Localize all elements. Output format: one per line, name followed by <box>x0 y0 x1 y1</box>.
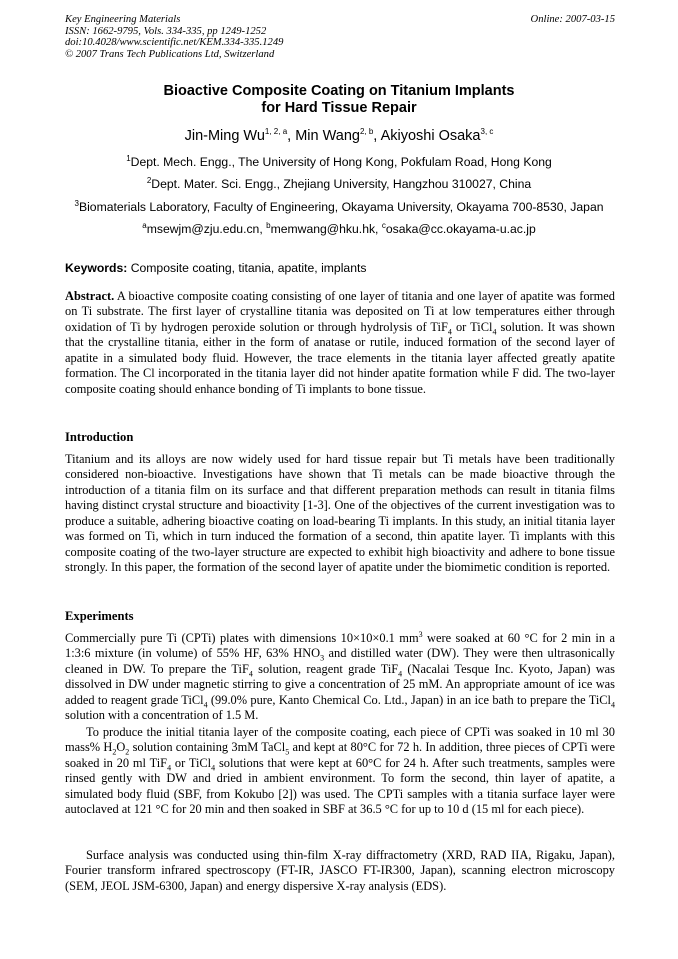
paper-title <box>40 83 638 117</box>
affiliation-sup: 1 <box>126 153 131 163</box>
text-run: or TiCl <box>171 755 212 770</box>
affiliation-text: Dept. Mater. Sci. Engg., Zhejiang University, Hangzhou 310027, China <box>151 177 532 191</box>
introduction-paragraph: Titanium and its alloys are now widely used for hard tissue repair but Ti metals have been traditionally considered non-bioactive. Investigations have shown that Ti metals can be made bioactive through the introduction of a titania film on its surface and that different preparation methods can result in titania films having distinct crystal structure and bioactivity [1-3]. One of the objectives of the current investigation was to produce a suitable, adhering bioactive coating on load-bearing Ti implants. In this study, an initial titania layer was formed on Ti, which in turn induced the formation of a second, thin apatite layer. Ti implants with this composite coating of the two-layer structure are expected to exhibit high bioactivity and adhere to bone tissue strongly. In this paper, the formation of the second layer of apatite under the biomimetic condition is reported. <box>65 452 615 575</box>
keywords <box>65 261 366 275</box>
author-name: Jin-Ming Wu <box>184 128 265 144</box>
doi-line: doi:10.4028/www.scientific.net/KEM.334-335.1249 <box>65 37 284 49</box>
superscript: 3 <box>418 629 423 639</box>
text-run: and kept at 80°C for 72 h. In addition, three pieces of CPTi were soaked in 20 ml TiF <box>65 740 615 770</box>
subscript: 2 <box>112 747 117 757</box>
experiments-paragraph-2 <box>65 725 615 818</box>
affiliation-1 <box>20 155 658 169</box>
experiments-paragraph-1 <box>65 631 615 724</box>
email-sup: b <box>266 220 271 230</box>
email-line <box>20 222 658 236</box>
text-run: solution with a concentration of 1.5 M. <box>65 708 259 723</box>
issn-line: ISSN: 1662-9795, Vols. 334-335, pp 1249-1252 <box>65 25 267 37</box>
author-sup: 1, 2, a <box>264 127 288 137</box>
subscript: 4 <box>203 700 208 710</box>
author-separator: , <box>373 128 381 144</box>
affiliation-2 <box>20 177 658 191</box>
email-sup: c <box>381 220 386 230</box>
author-name: Min Wang <box>295 128 360 144</box>
keywords-text: Composite coating, titania, apatite, implants <box>127 261 367 275</box>
email-sup: a <box>142 220 147 230</box>
experiments-paragraph-3: Surface analysis was conducted using thin-film X-ray diffractometry (XRD, RAD IIA, Rigaku, Japan), Fourier transform infrared spectroscopy (FT-IR, JASCO FT-IR300, Japan), scanning electron microscopy (SEM, JEOL JSM-6300, Japan) and energy dispersive X-ray analysis (EDS). <box>65 848 615 893</box>
journal-header <box>65 14 615 60</box>
email-link[interactable]: osaka@cc.okayama-u.ac.jp <box>385 222 536 236</box>
abstract-paragraph <box>65 289 615 397</box>
email-link[interactable]: msewjm@zju.edu.cn, <box>146 222 267 236</box>
text-run: solution. It was shown that the crystalline titania, either in the form of anatase or rutile, induced formation of the second layer of apatite in a simulated body fluid. However, the trace elements in the titania layer affected greatly apatite formation. The Cl incorporated in the titania layer did not hinder apatite formation while F did. The two-layer composite coating should enhance bonding of Ti implants to bone tissue. <box>65 319 615 396</box>
text-run: or TiCl <box>451 319 493 334</box>
subscript: 4 <box>211 763 216 773</box>
text-run: solution containing 3mM TaCl <box>129 740 286 755</box>
author-separator: , <box>287 128 296 144</box>
subscript: 3 <box>320 653 325 663</box>
email-link[interactable]: memwang@hku.hk, <box>270 222 382 236</box>
text-run: solution, reagent grade TiF <box>252 661 399 676</box>
title-line-1: Bioactive Composite Coating on Titanium Implants <box>163 83 515 99</box>
affiliation-text: Dept. Mech. Engg., The University of Hong Kong, Pokfulam Road, Hong Kong <box>130 155 552 169</box>
affiliation-sup: 2 <box>146 175 152 185</box>
affiliation-text: Biomaterials Laboratory, Faculty of Engineering, Okayama University, Okayama 700-8530, Japan <box>78 200 604 214</box>
author-sup: 3, c <box>480 127 494 137</box>
affiliation-sup: 3 <box>74 198 79 208</box>
subscript: 4 <box>167 763 172 773</box>
text-run: were soaked at 60 °C for 2 min in a 1:3:6 mixture (in volume) of 55% HF, 63% HNO <box>65 631 615 661</box>
author-sup: 2, b <box>359 127 374 137</box>
abstract-label: Abstract. <box>65 289 115 303</box>
subscript: 4 <box>447 327 452 337</box>
subscript: 5 <box>285 747 290 757</box>
subscript: 2 <box>125 747 130 757</box>
author-list <box>40 127 638 145</box>
section-heading-experiments: Experiments <box>65 609 134 623</box>
subscript: 4 <box>492 327 497 337</box>
text-run: solutions that were kept at 60°C for 24 h. After such treatments, samples were rinsed gently with DW and dried in ambient environment. To form the second, thin layer of apatite, a simulated body fluid (SBF, from Kokubo [2]) was used. The CPTi samples with a titania surface layer were autoclaved at 121 °C for 20 min and then soaked in SBF at 36.5 °C for up to 10 d (15 ml for each piece). <box>65 755 615 817</box>
journal-name: Key Engineering Materials <box>65 14 181 25</box>
title-line-2: for Hard Tissue Repair <box>261 100 417 116</box>
text-run: To produce the initial titania layer of the composite coating, each piece of CPTi was soaked in 10 ml 30 mass% H <box>65 725 615 755</box>
subscript: 4 <box>398 669 403 679</box>
author-name: Akiyoshi Osaka <box>380 128 481 144</box>
section-heading-introduction: Introduction <box>65 430 134 444</box>
text-run: Commercially pure Ti (CPTi) plates with dimensions 10×10×0.1 mm <box>65 631 419 645</box>
online-date: Online: 2007-03-15 <box>530 14 615 25</box>
text-run: (99.0% pure, Kanto Chemical Co. Ltd., Japan) in an ice bath to prepare the TiCl <box>207 692 611 707</box>
text-run: and distilled water (DW). They were then ultrasonically cleaned in DW. To prepare the TiF <box>65 646 615 676</box>
copyright-line: © 2007 Trans Tech Publications Ltd, Switzerland <box>65 48 275 60</box>
keywords-label: Keywords: <box>65 261 128 275</box>
subscript: 4 <box>611 700 615 710</box>
text-run: O <box>116 740 126 755</box>
subscript: 4 <box>248 669 253 679</box>
text-run: A bioactive composite coating consisting of one layer of titania and one layer of apatite was formed on Ti substrate. The first layer of crystalline titania was deposited on Ti at low temperatures either through oxidation of Ti by hydrogen peroxide solution or through hydrolysis of TiF <box>65 289 615 334</box>
affiliation-3 <box>20 200 658 214</box>
text-run: (Nacalai Tesque Inc. Kyoto, Japan) was dissolved in DW under magnetic stirring to give a concentration of 25 mM. An appropriate amount of ice was added to reagent grade TiCl <box>65 661 616 707</box>
